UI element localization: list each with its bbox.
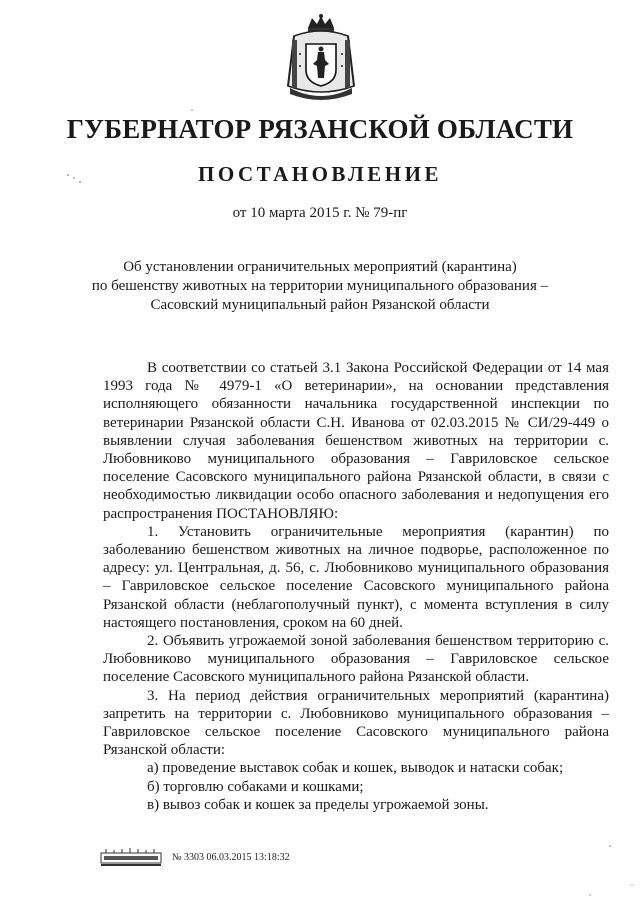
document-date-number: от 10 марта 2015 г. № 79-пг [232,205,408,221]
list-item: а) проведение выставок собак и кошек, выводок и натаски собак; [147,760,564,777]
subject-line: по бешенству животных на территории муниципального образования – [91,278,549,294]
preamble-paragraph: В соответствии со статьей 3.1 Закона Российской Федерации от 14 мая 1993 года № 4979-1 «О ветеринарии», на основании представления исполняющего обязанности начальника государственной инспекции по ветеринарии Рязанской области С.Н. Иванова от 02.03.2015 № СИ/29-449 о выявлении случая заболевания бешенством животных на территории с. Любовниково муниципального образования – Гавриловское сельское поселение Сасовского муниципального района Рязанской области, в связи с необходимостью ликвидации особо опасного заболевания и недопущения его распространения ПОСТАНОВЛЯЮ: [103,360,609,522]
clause-1: 1. Установить ограничительные мероприятия (карантин) по заболеванию бешенством животных на личное подворье, расположенное по адресу: ул. Центральная, д. 56, с. Любовниково муниципального образования – Гавриловское сельское поселение Сасовского муниципального района Рязанской области (неблагополучный пункт), с момента вступления в силу настоящего постановления, сроком на 60 дней. [103,523,609,631]
clause-3: 3. На период действия ограничительных мероприятий (карантина) запретить на территории с. Любовниково муниципального образования – Гавриловское сельское поселение Сасовского муниципального района Рязанской области: [103,687,609,759]
clause-2: 2. Объявить угрожаемой зоной заболевания бешенством территорию с. Любовниково муниципального образования – Гавриловское сельское поселение Сасовского муниципального района Рязанской области. [103,633,609,686]
subject-line: Об установлении ограничительных мероприятий (карантина) [123,259,517,275]
document-type: ПОСТАНОВЛЕНИЕ [198,162,442,186]
list-item: в) вывоз собак и кошек за пределы угрожаемой зоны. [147,796,489,813]
governor-title: ГУБЕРНАТОР РЯЗАНСКОЙ ОБЛАСТИ [66,114,574,144]
list-item: б) торговлю собаками и кошками; [147,778,364,795]
registration-number-text: № 3303 06.03.2015 13:18:32 [172,851,290,863]
subject-line: Сасовский муниципальный район Рязанской области [150,297,490,313]
